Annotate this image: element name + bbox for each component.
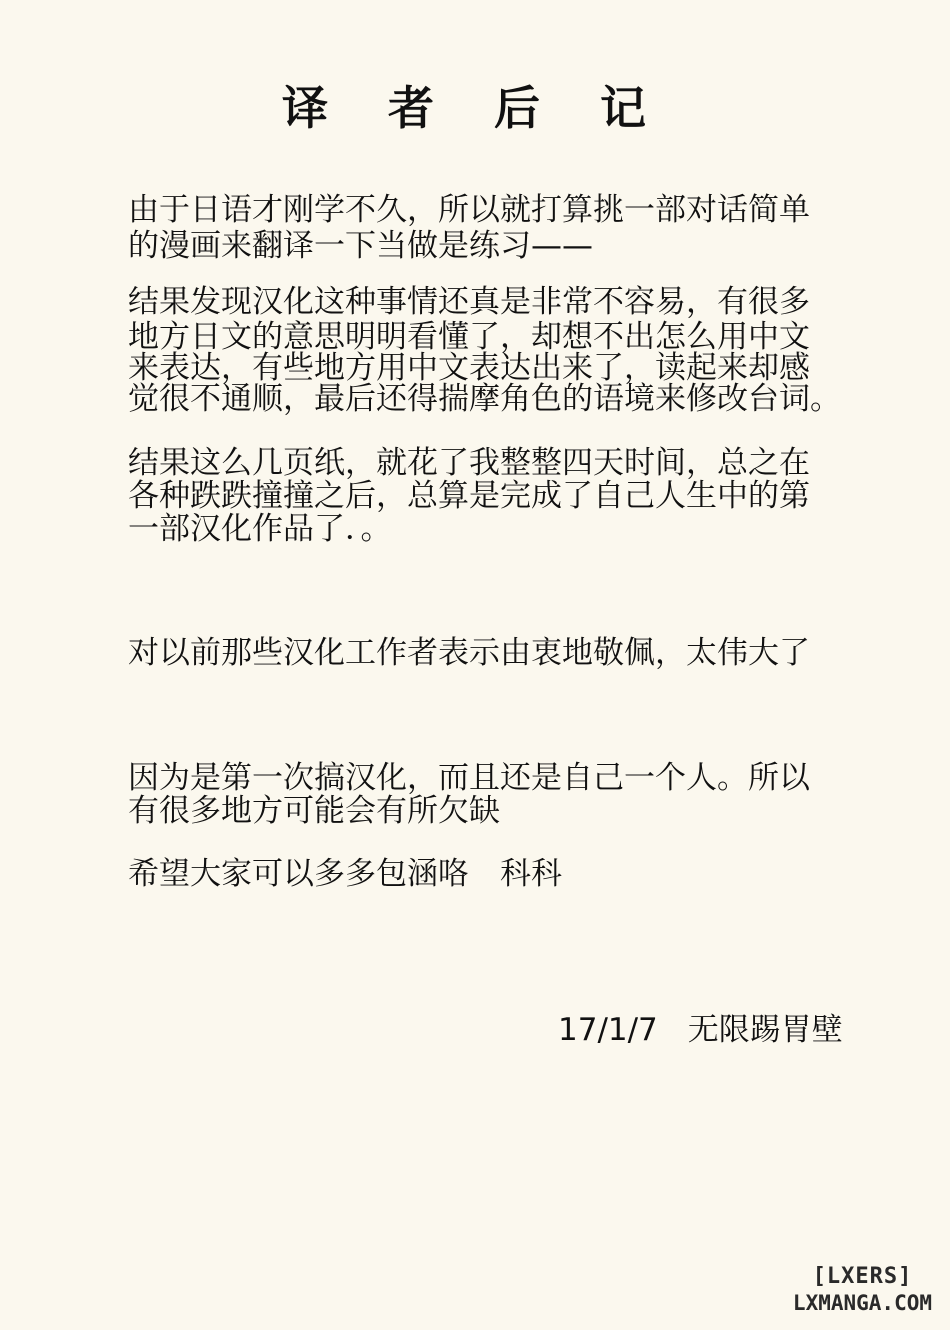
signature-name: 无限踢胃壁 [687, 1012, 843, 1048]
text-line: 希望大家可以多多包涵咯 科科 [128, 856, 562, 892]
signature [558, 1012, 843, 1048]
text-line: 由于日语才刚学不久，所以就打算挑一部对话简单 [128, 192, 810, 228]
text-line: 地方日文的意思明明看懂了，却想不出怎么用中文 [128, 319, 810, 355]
text-line: 对以前那些汉化工作者表示由衷地敬佩，太伟大了 [128, 635, 810, 671]
signature-date: 17/1/7 [558, 1012, 658, 1048]
text-line: 觉很不通顺，最后还得揣摩角色的语境来修改台词。 [128, 381, 841, 417]
site-watermark [793, 1264, 932, 1316]
watermark-brand: [LXERS] [812, 1264, 913, 1289]
text-line: 结果发现汉化这种事情还真是非常不容易，有很多 [128, 284, 810, 320]
text-line: 有很多地方可能会有所欠缺 [128, 793, 500, 829]
watermark-url: LXMANGA.COM [792, 1291, 932, 1315]
text-line: 一部汉化作品了．。 [128, 511, 392, 547]
text-line: 来表达，有些地方用中文表达出来了，读起来却感 [128, 350, 810, 386]
text-line: 结果这么几页纸，就花了我整整四天时间，总之在 [128, 445, 810, 481]
text-line: 的漫画来翻译一下当做是练习—— [128, 228, 593, 264]
text-line: 因为是第一次搞汉化，而且还是自己一个人。所以 [128, 760, 810, 796]
text-line: 各种跌跌撞撞之后，总算是完成了自己人生中的第 [128, 478, 810, 514]
page-title: 译 者 后 记 [281, 81, 669, 135]
